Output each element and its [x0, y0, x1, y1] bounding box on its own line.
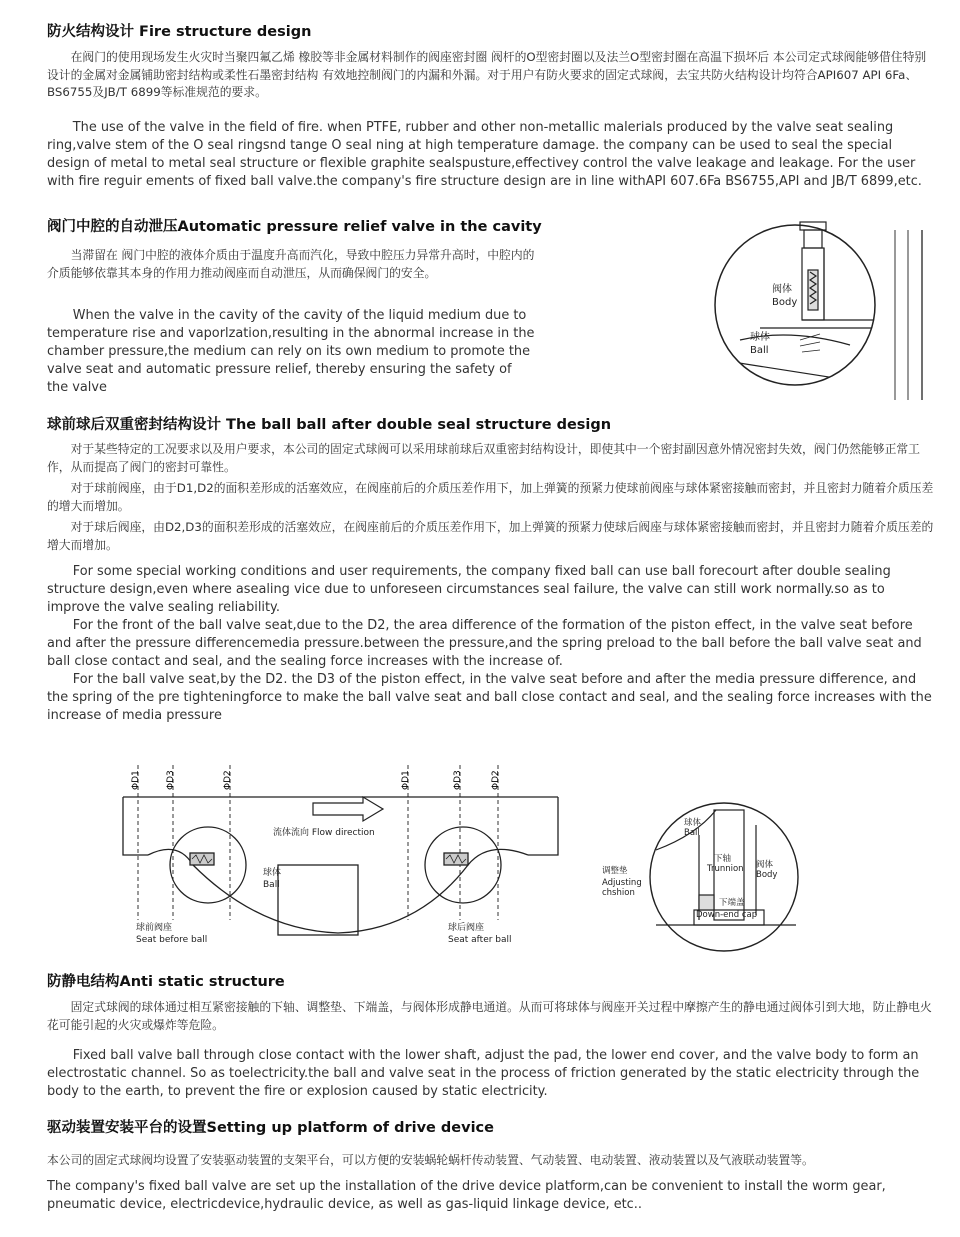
- relief-en-paragraph: When the valve in the cavity of the cavity of the liquid medium due to temperature rise and vaporlzation,resulting in the abnormal increase in the chamber pressure,the medium can rely on its own medium to promote the valve seat and automatic pressure relief, thereby ensuring the safety of the valve: [47, 308, 535, 395]
- double-seal-cn-3: 对于球后阀座，由D2,D3的面积差形成的活塞效应，在阀座前后的介质压差作用下，加上弹簧的预紧力使球后阀座与球体紧密接触而密封，并且密封力随着介质压差的增大而增加。: [47, 520, 934, 552]
- fire-section-title: 防火结构设计 Fire structure design: [47, 24, 312, 40]
- fig3-body-en: Body: [756, 870, 778, 880]
- relief-cn-paragraph: 当滞留在 阀门中腔的液体介质由于温度升高而汽化，导致中腔压力异常升高时，中腔内的介质能够依靠其本身的作用力推动阀座而自动泄压，从而确保阀门的安全。: [47, 248, 535, 280]
- fig3-trunnion-cn: 下轴: [714, 854, 732, 864]
- fire-en-paragraph: The use of the valve in the field of fire. when PTFE, rubber and other non-metallic malerials produced by the valve seat sealing ring,valve stem of the O seal ringsnd tange O seal ning at high temperature damage. the company can be used to seal the special design of metal to metal seal structure or flexible graphite sealspusture,effectivey control the valve leakage and leakage. For the user with fire reguir ements of fixed ball valve.the company's fire structure design are in line withAPI 607.6Fa BS6755,API and JB/T 6899,etc.: [47, 120, 922, 189]
- antistatic-section-title: 防静电结构Anti static structure: [47, 974, 285, 990]
- fig2-d2-left: ΦD2: [223, 770, 233, 790]
- fire-cn-paragraph: 在阀门的使用现场发生火灾时当聚四氟乙烯 橡胶等非金属材料制作的阀座密封圈 阀杆的O型密封圈以及法兰O型密封圈在高温下损坏后 本公司定式球阀能够借住特别设计的金属对金属铺助密封结构或柔性石墨密封结构 有效地控制阀门的内漏和外漏。对于用户有防火要求的固定式球阀，去宝共防火结构设计均符合API607 API 6Fa、BS6755及JB/T 6899等标准规范的要求。: [47, 50, 927, 99]
- fig2-before-cn: 球前阀座: [136, 923, 173, 933]
- fig3-cap-en: Down-end cap: [696, 910, 758, 920]
- fig3-adj-en1: Adjusting: [602, 878, 642, 888]
- fig2-d1-right: ΦD1: [401, 770, 411, 790]
- drive-cn-paragraph: 本公司的固定式球阀均设置了安装驱动装置的支架平台，可以方便的安装蜗轮蜗杆传动装置、气动装置、电动装置、液动装置以及气液联动装置等。: [47, 1153, 814, 1167]
- fig3-ball-cn: 球体: [684, 818, 702, 828]
- antistatic-en-paragraph: Fixed ball valve ball through close contact with the lower shaft, adjust the pad, the lower end cover, and the valve body to form an electrostatic channel. So as toelectricity.the ball and valve seat in the process of friction generated by the static electricity through the body to the earth, to prevent the fire or explosion caused by static electricity.: [47, 1048, 920, 1099]
- double-seal-en-1: For some special working conditions and user requirements, the company fixed ball can use ball forecourt after double sealing structure design,even where asealing vice due to unforeseen circumstances seal failure, the valve can still work normally.so as to improve the valve sealing reliability.: [47, 564, 891, 615]
- fig3-trunnion-en: Trunnion: [707, 864, 744, 874]
- fig2-ball-en: Ball: [263, 880, 280, 890]
- fig2-d3-left: ΦD3: [166, 770, 176, 790]
- double-seal-cn-2: 对于球前阀座，由于D1,D2的面积差形成的活塞效应，在阀座前后的介质压差作用下，加上弹簧的预紧力使球前阀座与球体紧密接触而密封，并且密封力随着介质压差的增大而增加。: [47, 481, 934, 513]
- fig2-d2-right: ΦD2: [491, 770, 501, 790]
- anti-static-figure: [596, 795, 801, 960]
- fig3-adj-cn: 调整垫: [602, 866, 628, 876]
- fig2-d1-left: ΦD1: [131, 770, 141, 790]
- relief-section-title: 阀门中腔的自动泄压Automatic pressure relief valve in the cavity: [47, 219, 542, 235]
- fig3-cap-cn: 下端盖: [719, 898, 745, 908]
- fig3-body-cn: 阀体: [756, 860, 774, 870]
- fig1-ball-cn: 球体: [750, 332, 770, 343]
- double-seal-en-3: For the ball valve seat,by the D2. the D3 of the piston effect, in the valve seat before and after the media pressure difference, and the spring of the pre tighteningforce to make the ball valve seat and ball close contact and seal, and the sealing force increases with the increase of media pressure: [47, 672, 932, 723]
- fig2-ball-cn: 球体: [263, 868, 282, 878]
- fig2-before-en: Seat before ball: [136, 935, 208, 945]
- fig3-adj-en2: chshion: [602, 888, 635, 898]
- double-seal-cn-1: 对于某些特定的工况要求以及用户要求，本公司的固定式球阀可以采用球前球后双重密封结构设计，即使其中一个密封副因意外情况密封失效，阀门仍然能够正常工作，从而提高了阀门的密封可靠性。: [47, 442, 920, 474]
- fig1-body-en: Body: [772, 297, 798, 308]
- pressure-relief-figure: [700, 210, 940, 410]
- antistatic-cn-paragraph: 固定式球阀的球体通过相互紧密接触的下轴、调整垫、下端盖，与阀体形成静电通道。从而可将球体与阀座开关过程中摩擦产生的静电通过阀体引到大地，防止静电火花可能引起的火灾或爆炸等危险。: [47, 1000, 932, 1032]
- drive-en-paragraph: The company's fixed ball valve are set up the installation of the drive device platform,can be convenient to install the worm gear, pneumatic device, electricdevice,hydraulic device, as well as gas-liquid linkage device, etc..: [47, 1179, 886, 1212]
- fig2-d3-right: ΦD3: [453, 770, 463, 790]
- double-seal-figure: [118, 755, 563, 955]
- fig1-ball-en: Ball: [750, 345, 769, 356]
- flow-arrow-icon: [313, 797, 383, 821]
- double-seal-section-title: 球前球后双重密封结构设计 The ball ball after double seal structure design: [47, 417, 612, 433]
- fig2-after-en: Seat after ball: [448, 935, 512, 945]
- fig1-body-cn: 阀体: [772, 284, 792, 295]
- double-seal-en-2: For the front of the ball valve seat,due to the D2, the area difference of the formation of the piston effect, in the valve seat before and after the pressure differencemedia pressure.between the pressure,and the spring preload to the ball before the ball valve seat and ball close contact and seal, and the sealing force increases with the increase of.: [47, 618, 922, 669]
- fig3-ball-en: Ball: [684, 828, 700, 838]
- fig2-flow-label: 流体流向 Flow direction: [273, 828, 375, 838]
- drive-section-title: 驱动装置安装平台的设置Setting up platform of drive device: [47, 1120, 494, 1136]
- fig2-after-cn: 球后阀座: [448, 923, 485, 933]
